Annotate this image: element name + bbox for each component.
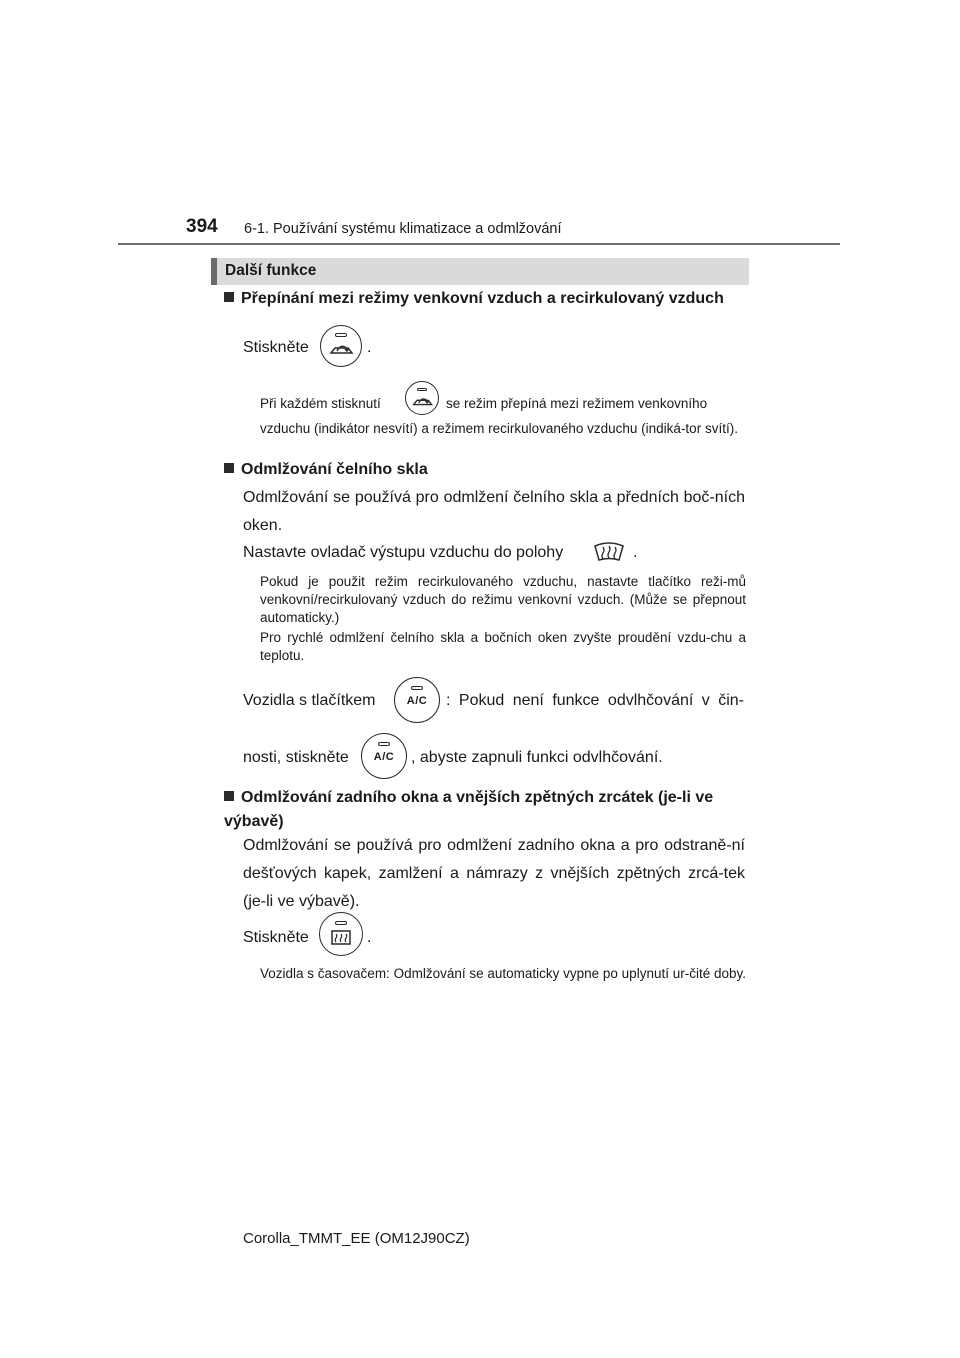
heading-text: Odmlžování zadního okna a vnějších zpětných zrcátek (je-li ve výbavě): [224, 789, 714, 830]
ac-icon: A/C: [406, 695, 428, 707]
recirculation-button: [320, 325, 362, 367]
section-header: [211, 258, 749, 285]
heading-rear-defogger: [224, 786, 744, 834]
heading-windshield: [224, 461, 428, 479]
rear-body: Odmlžování se používá pro odmlžení zadního okna a pro odstraně-ní dešťových kapek, zamlžení a námrazy z vnějších zpětných zrcá-tek (je-li ve výbavě).: [243, 837, 745, 910]
footer-document-id: Corolla_TMMT_EE (OM12J90CZ): [243, 1230, 470, 1247]
indicator-icon: [335, 921, 347, 925]
chapter-title: 6-1. Používání systému klimatizace a odmlžování: [244, 221, 562, 237]
text-period: .: [367, 339, 372, 356]
heading-recirculation: [224, 290, 724, 308]
recirc-note-line1-before: Při každém stisknutí: [260, 396, 381, 411]
text-period: .: [633, 544, 638, 561]
ac-button: [361, 733, 407, 779]
heading-text: Přepínání mezi režimy venkovní vzduch a recirkulovaný vzduch: [241, 290, 724, 307]
ac-line2-after: , abyste zapnuli funkci odvlhčování.: [411, 749, 663, 766]
ac-button: [394, 677, 440, 723]
heading-text: Odmlžování čelního skla: [241, 461, 428, 478]
indicator-icon: [378, 742, 390, 746]
recirc-note-rest: vzduchu (indikátor nesvítí) a režimem recirkulovaného vzduchu (indiká-tor svítí).: [260, 421, 738, 436]
windshield-defrost-icon: [592, 540, 626, 564]
ac-line1-after: : Pokud není funkce odvlhčování v čin-: [446, 692, 744, 709]
indicator-icon: [411, 686, 423, 690]
text-period: .: [367, 929, 372, 946]
rear-defogger-icon: [330, 930, 352, 946]
section-accent: [211, 258, 217, 285]
bullet-square-icon: [224, 292, 234, 302]
rear-note: Vozidla s časovačem: Odmlžování se automaticky vypne po uplynutí ur-čité doby.: [260, 966, 746, 981]
section-title: Další funkce: [225, 262, 317, 279]
windshield-note-2: Pro rychlé odmlžení čelního skla a bočních oken zvyšte proudění vzdu-chu a teplotu.: [260, 630, 746, 663]
text-press: Stiskněte: [243, 339, 309, 356]
ac-line1-before: Vozidla s tlačítkem: [243, 692, 376, 709]
recirculation-icon: [328, 342, 356, 358]
recirculation-button-inline: [405, 381, 439, 415]
header-divider: [118, 243, 840, 245]
page-number: 394: [186, 216, 218, 237]
recirc-press-line: [243, 334, 309, 362]
rear-defogger-button: [319, 912, 363, 956]
windshield-note-1: Pokud je použit režim recirkulovaného vzduchu, nastavte tlačítko reži-mů venkovní/recirkulovaný vzduch do režimu venkovní vzduch. (Může se přepnout automaticky.): [260, 574, 746, 625]
recirc-note-line1-after: se režim přepíná mezi režimem venkovního: [446, 396, 708, 411]
rear-press-text: Stiskněte: [243, 929, 309, 946]
ac-line2-before: nosti, stiskněte: [243, 749, 349, 766]
bullet-square-icon: [224, 463, 234, 473]
windshield-body: Odmlžování se používá pro odmlžení čelního skla a předních boč-ních oken.: [243, 489, 745, 534]
recirculation-icon: [411, 395, 435, 409]
bullet-square-icon: [224, 791, 234, 801]
indicator-icon: [335, 333, 347, 337]
ac-icon: A/C: [373, 751, 395, 763]
indicator-icon: [417, 388, 427, 391]
windshield-set-text: Nastavte ovladač výstupu vzduchu do polohy: [243, 544, 564, 561]
